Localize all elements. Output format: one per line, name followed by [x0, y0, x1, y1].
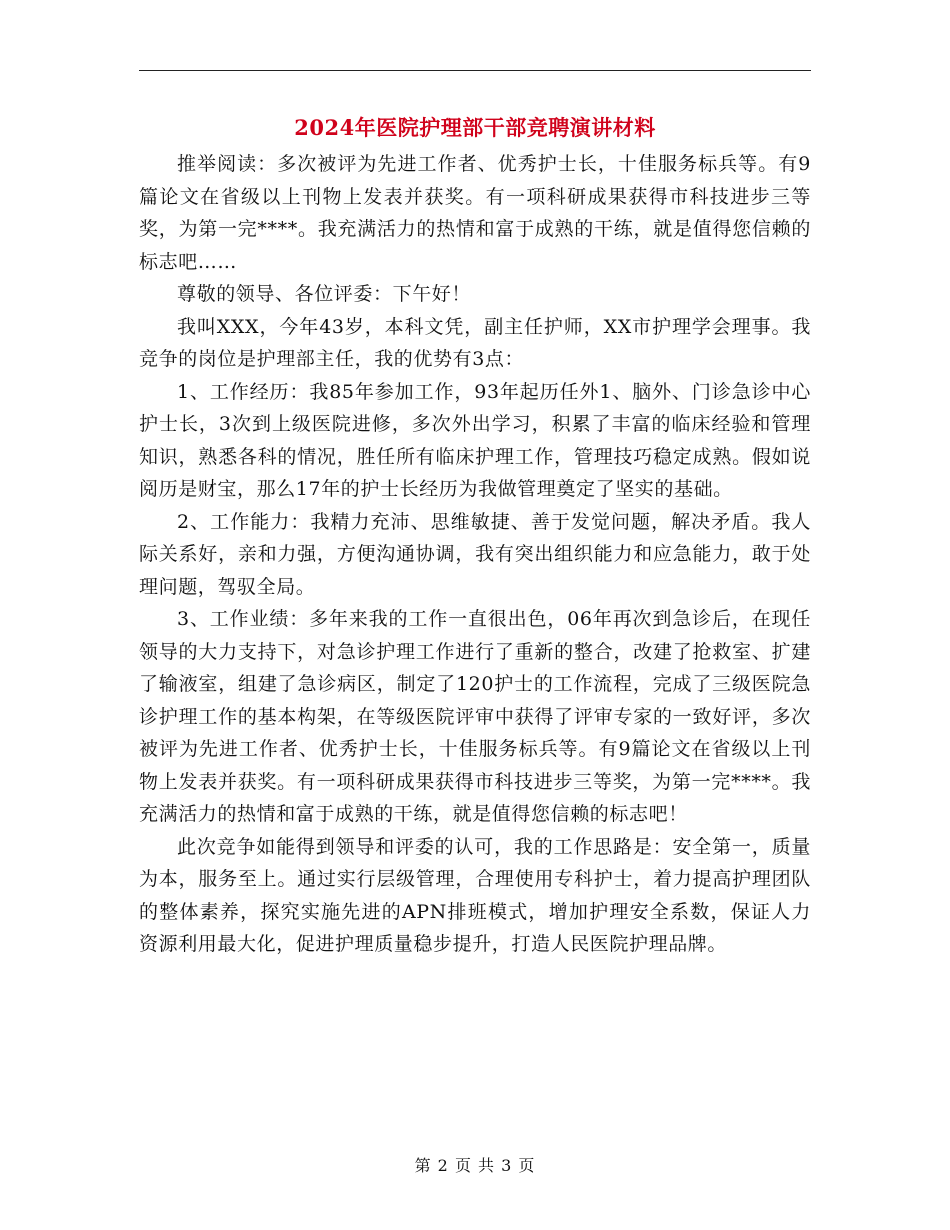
paragraph-intro: 推举阅读：多次被评为先进工作者、优秀护士长，十佳服务标兵等。有9篇论文在省级以上刊物上发表并获奖。有一项科研成果获得市科技进步三等奖，为第一完****。我充满活力的热情和富于成熟的干练，就是值得您信赖的标志吧…… — [139, 153, 811, 273]
page-number: 第 2 页 共 3 页 — [414, 1156, 536, 1175]
paragraph-work-ability: 2、工作能力：我精力充沛、思维敏捷、善于发觉问题，解决矛盾。我人际关系好，亲和力强，方便沟通协调，我有突出组织能力和应急能力，敢于处理问题，驾驭全局。 — [139, 510, 811, 598]
header-rule — [139, 70, 811, 71]
document-body — [139, 148, 811, 961]
paragraph-greeting: 尊敬的领导、各位评委：下午好！ — [177, 283, 472, 305]
paragraph-work-achievements: 3、工作业绩：多年来我的工作一直很出色，06年再次到急诊后，在现任领导的大力支持下，对急诊护理工作进行了重新的整合，改建了抢救室、扩建了输液室，组建了急诊病区，制定了120护士的工作流程，完成了三级医院急诊护理工作的基本构架，在等级医院评审中获得了评审专家的一致好评，多次被评为先进工作者、优秀护士长，十佳服务标兵等。有9篇论文在省级以上刊物上发表并获奖。有一项科研成果获得市科技进步三等奖，为第一完****。我充满活力的热情和富于成熟的干练，就是值得您信赖的标志吧！ — [139, 608, 811, 825]
paragraph-work-experience: 1、工作经历：我85年参加工作，93年起历任外1、脑外、门诊急诊中心护士长，3次到上级医院进修，多次外出学习，积累了丰富的临床经验和管理知识，熟悉各科的情况，胜任所有临床护理工作，管理技巧稳定成熟。假如说阅历是财宝，那么17年的护士长经历为我做管理奠定了坚实的基础。 — [139, 380, 811, 500]
paragraph-self-introduction: 我叫XXX，今年43岁，本科文凭，副主任护师，XX市护理学会理事。我竞争的岗位是护理部主任，我的优势有3点： — [139, 315, 811, 370]
paragraph-work-plan: 此次竞争如能得到领导和评委的认可，我的工作思路是：安全第一，质量为本，服务至上。通过实行层级管理，合理使用专科护士，着力提高护理团队的整体素养，探究实施先进的APN排班模式，增加护理安全系数，保证人力资源利用最大化，促进护理质量稳步提升，打造人民医院护理品牌。 — [139, 835, 811, 955]
document-title: 2024年医院护理部干部竞聘演讲材料 — [294, 115, 656, 140]
